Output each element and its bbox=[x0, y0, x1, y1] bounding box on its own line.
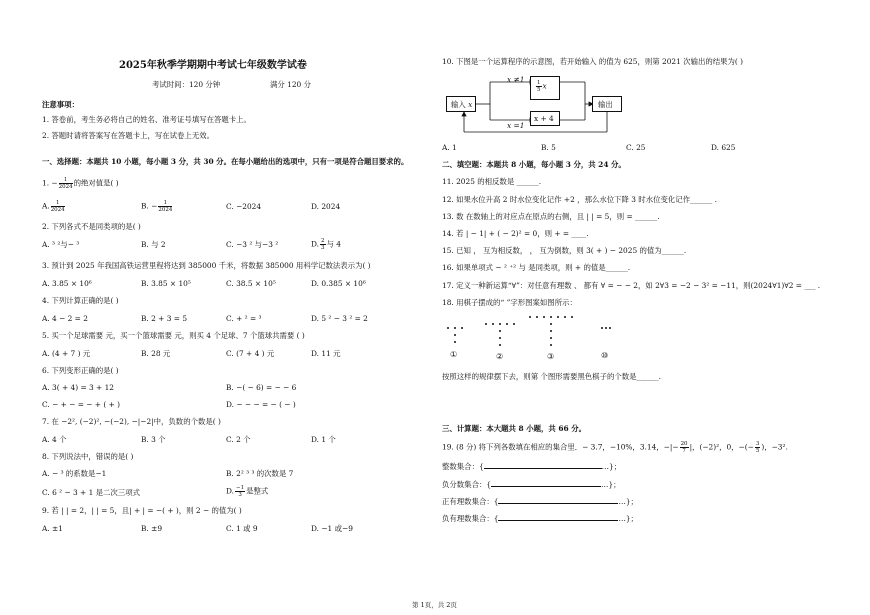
q10-option-c: C. 25 bbox=[626, 143, 646, 152]
q8-option-a: A. − ³ 的系数是−1 bbox=[42, 469, 107, 478]
q4-option-d: D. 5 ² − 3 ² = 2 bbox=[311, 314, 368, 323]
q5-option-a: A. (4 + 7 ) 元 bbox=[42, 349, 91, 358]
q18-fig1-label: ① bbox=[450, 350, 458, 359]
q6-option-d: D. − − − = − ( − ) bbox=[226, 400, 296, 409]
q4-stem: 4. 下列计算正确的是( ) bbox=[42, 296, 119, 305]
set-integers: 整数集合：{ …}； bbox=[442, 462, 622, 471]
q5-stem: 5. 买一个足球需要 元，买一个篮球需要 元，则买 4 个足球、7 个篮球共需要 ( ) bbox=[42, 331, 305, 340]
q2-option-b: B. 与 2 bbox=[141, 240, 166, 249]
q6-option-a: A. 3( + 4) = 3 + 12 bbox=[42, 383, 114, 392]
q7-option-d: D. 1 个 bbox=[311, 435, 336, 444]
section2-heading: 二、填空题：本题共 8 小题，每小题 3 分，共 24 分。 bbox=[442, 160, 626, 169]
q3-option-b: B. 3.85 × 10⁵ bbox=[141, 279, 191, 288]
q3-option-d: D. 0.385 × 10⁶ bbox=[311, 279, 366, 288]
q2-stem: 2. 下列各式不是同类项的是( ) bbox=[42, 222, 141, 231]
q8-option-d: D. $\frac{-1}{3}$ 是整式 bbox=[226, 485, 269, 498]
q9-option-a: A. ±1 bbox=[42, 524, 63, 533]
note-item: 2. 答题时请将答案写在答题卡上，写在试卷上无效。 bbox=[42, 131, 214, 140]
q11: 11. 2025 的相反数是 ______. bbox=[442, 177, 542, 186]
q3-option-c: C. 38.5 × 10⁵ bbox=[226, 279, 276, 288]
q18-fig3-label: ③ bbox=[547, 352, 555, 361]
q10-stem: 10. 下图是一个运算程序的示意图，若开始输入 的值为 625，则第 2021 次输出的结果为( ) bbox=[442, 57, 744, 66]
q1-stem: 1. − $\frac{1}{2024}$ 的绝对值是( ) bbox=[42, 177, 119, 190]
q8-stem: 8. 下列说法中，错误的是( ) bbox=[42, 452, 134, 461]
q7-option-b: B. 3 个 bbox=[141, 435, 166, 444]
q1-fraction: $\frac{1}{2024}$ bbox=[58, 177, 73, 190]
q9-option-b: B. ±9 bbox=[141, 524, 163, 533]
q19-stem: 19. (8 分) 将下列各数填在相应的集合里．− 3.7，−10%，3.14，−|− $\frac{20}{7}$ |，(−2)²，0，−(− $\frac{3}{5}$ )，−3². bbox=[442, 441, 788, 454]
note-item: 1. 答卷前，考生务必将自己的姓名、准考证号填写在答题卡上。 bbox=[42, 115, 251, 124]
q10-option-d: D. 625 bbox=[711, 143, 736, 152]
q5-option-b: B. 28 元 bbox=[141, 349, 171, 358]
q18-tail: 按照这样的规律摆下去，则第 个图形需要黑色棋子的个数是______. bbox=[442, 372, 662, 381]
q15: 15. 已知 ， 互为相反数， ， 互为倒数，则 3( + ) − 2025 的值为______. bbox=[442, 246, 687, 255]
q6-option-b: B. −( − 6) = − − 6 bbox=[226, 383, 297, 392]
set-positive-rationals: 正有理数集合：{ …}； bbox=[442, 497, 638, 506]
q7-stem: 7. 在 −2², (−2)², −(−2), −|−2|中，负数的个数是( ) bbox=[42, 417, 221, 426]
q17: 17. 定义一种新运算“∀”：对任意有理数 、 都有 ∀ = − − 2，如 2∀3 = −2 − 3² = −11，则(2024∀1)∀2 = ___ . bbox=[442, 281, 821, 290]
q18-fign-label: ⑩ bbox=[601, 351, 609, 360]
q18: 18. 用棋子摆成的“ ”字形图案如图所示： bbox=[442, 298, 577, 307]
flow-op-bottom: x + 4 bbox=[534, 114, 554, 123]
q10-option-a: A. 1 bbox=[442, 143, 457, 152]
notes-heading: 注意事项： bbox=[42, 100, 79, 109]
exam-title: 2025年秋季学期期中考试七年级数学试卷 bbox=[119, 60, 307, 71]
q2-option-c: C. −3 ² 与−3 ² bbox=[226, 240, 279, 249]
q3-stem: 3. 预计到 2025 年我国高铁运营里程将达到 385000 千米，将数据 385000 用科学记数法表示为( ) bbox=[42, 261, 371, 270]
flow-op-top: $\frac{1}{5}$ x bbox=[537, 80, 547, 93]
q9-option-c: C. 1 或 9 bbox=[226, 524, 258, 533]
flow-output-label: 输出 bbox=[598, 100, 613, 109]
q1-option-a: A. $\frac{1}{2024}$ bbox=[42, 200, 65, 213]
q4-option-b: B. 2 + 3 = 5 bbox=[141, 314, 188, 323]
q8-option-b: B. 2² ³ ³ 的次数是 7 bbox=[226, 469, 294, 478]
flow-cond-top: x ≠1 bbox=[507, 75, 525, 84]
section1-heading: 一、选择题：本题共 10 小题，每小题 3 分，共 30 分。在每小题给出的选项中，只有一项是符合题目要求的。 bbox=[42, 157, 409, 166]
exam-time: 考试时间：120 分钟 bbox=[152, 80, 221, 89]
q10-option-b: B. 5 bbox=[541, 143, 556, 152]
q18-fig2-label: ② bbox=[496, 352, 504, 361]
q4-option-a: A. 4 − 2 = 2 bbox=[42, 314, 88, 323]
q4-option-c: C. + ² = ³ bbox=[226, 314, 262, 323]
q1-option-d: D. 2024 bbox=[311, 202, 341, 211]
q16: 16. 如果单项式 − ² ⁺² 与 是同类项，则 + 的值是______. bbox=[442, 263, 631, 272]
q9-stem: 9. 若 | | = 2，| | = 5，且| + | = −( + )，则 2 − 的值为( ) bbox=[42, 506, 242, 515]
q1-option-c: C. −2024 bbox=[226, 202, 262, 211]
section3-heading: 三、计算题：本大题共 8 小题，共 66 分。 bbox=[442, 424, 586, 433]
flow-input-label: 输入 x bbox=[451, 100, 473, 109]
q2-option-d: D. $\frac{2}{3}$ 与 4 bbox=[311, 238, 341, 251]
q12: 12. 如果水位升高 2 时水位变化记作 +2 ，那么水位下降 3 时水位变化记作______ . bbox=[442, 195, 717, 204]
exam-score: 满分 120 分 bbox=[270, 80, 311, 89]
q9-option-d: D. −1 或−9 bbox=[311, 524, 353, 533]
q1-option-b: B. − $\frac{1}{2024}$ bbox=[141, 200, 173, 213]
q14: 14. 若 | − 1| + ( − 2)² = 0，则 + = ____. bbox=[442, 229, 589, 238]
q5-option-d: D. 11 元 bbox=[311, 349, 341, 358]
flow-cond-bottom: x =1 bbox=[507, 121, 525, 130]
q6-stem: 6. 下列变形正确的是( ) bbox=[42, 366, 119, 375]
q6-option-c: C. − + − = − + ( + ) bbox=[42, 400, 120, 409]
q2-option-a: A. ³ ²与− ³ bbox=[42, 240, 80, 249]
q8-option-c: C. 6 ² − 3 + 1 是二次三项式 bbox=[42, 488, 140, 497]
q13: 13. 数 在数轴上的对应点在原点的右侧，且 | | = 5，则 = ______. bbox=[442, 212, 660, 221]
q3-option-a: A. 3.85 × 10⁶ bbox=[42, 279, 92, 288]
q7-option-c: C. 2 个 bbox=[226, 435, 251, 444]
set-negative-fractions: 负分数集合：{ …}； bbox=[442, 480, 621, 489]
page-footer: 第 1页，共 2页 bbox=[412, 601, 457, 609]
set-negative-rationals: 负有理数集合：{ …}； bbox=[442, 514, 638, 523]
q7-option-a: A. 4 个 bbox=[42, 435, 67, 444]
q5-option-c: C. (7 + 4 ) 元 bbox=[226, 349, 275, 358]
